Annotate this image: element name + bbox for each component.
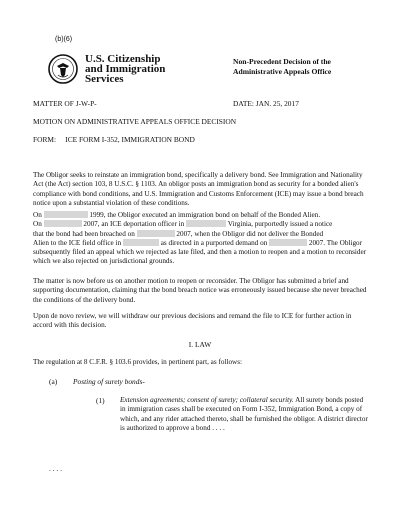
decision-type [233, 57, 331, 77]
text-fragment: Obligor subsequently filed an appeal which we rejected as late filed, and then a motion to reopen and a motion to reconsider which we also rejected on jurisdictional grounds. [33, 238, 367, 266]
text-fragment: as directed in a purported demand on [160, 238, 268, 247]
redaction-box [44, 220, 82, 227]
ellipsis: . . . . [49, 464, 62, 473]
decision-date: DATE: JAN. 25, 2017 [233, 99, 299, 108]
agency-line-1: U.S. Citizenship [85, 53, 161, 65]
item-1-marker: (1) [96, 396, 105, 405]
agency-name [85, 54, 165, 84]
matter-title: MATTER OF J-W-P- [33, 99, 97, 108]
redaction-box [123, 239, 159, 246]
item-1-body: All surety bonds posted in immigration cases shall be executed on Form I-352, Immigration Bond, a copy of which, and any rider attached thereto, shall be furnished the obligor. A district director is authorized to approve a bond . . . . [120, 396, 368, 432]
item-a-title: Posting of surety bonds- [73, 377, 145, 386]
redaction-box [186, 220, 226, 227]
section-heading: I. LAW [188, 340, 212, 349]
redaction-box [44, 211, 88, 218]
text-fragment: On [33, 220, 42, 229]
paragraph-intro: The Obligor seeks to reinstate an immigration bond, specifically a delivery bond. See Immigration and Nationality Act (the Act) section 103, 8 U.S.C. § 1103. An obligor posts an immigration bond as security for a bonded alien's compliance with bond conditions, and U.S. Immigration and Customs Enforcement (ICE) may issue a bond breach notice upon a substantial violation of these conditions. [33, 171, 364, 207]
text-fragment: 1999, the Obligor executed an immigration bond on behalf of the Bonded Alien. [89, 211, 321, 219]
decision-line-2: Administrative Appeals Office [233, 67, 332, 76]
redaction-box [269, 239, 307, 246]
item-a-marker: (a) [49, 377, 58, 386]
redaction-code: (b)(6) [55, 36, 73, 43]
text-fragment: 2007, an ICE deportation officer in [83, 220, 185, 229]
text-fragment: that the bond had been breached on [33, 229, 135, 238]
motion-title: MOTION ON ADMINISTRATIVE APPEALS OFFICE DECISION [33, 117, 237, 126]
paragraph-review: Upon de novo review, we will withdraw our previous decisions and remand the file to ICE for further action in accord with this decision. [33, 312, 352, 330]
paragraph-background [33, 211, 372, 267]
decision-line-1: Non-Precedent Decision of the [233, 57, 331, 66]
form-title: FORM: ICE FORM I-352, IMMIGRATION BOND [33, 135, 195, 144]
text-fragment: Virginia, purportedly issued a notice [227, 220, 333, 229]
text-fragment: On [33, 211, 42, 219]
agency-line-3: Services [85, 73, 124, 85]
agency-line-2: and Immigration [85, 63, 166, 75]
item-1-title: Extension agreements; consent of surety; collateral security. [120, 396, 294, 404]
redaction-box [137, 230, 175, 237]
dhs-seal-icon [48, 54, 78, 84]
text-fragment: Alien to the ICE field office in [33, 238, 122, 247]
item-1-text [120, 396, 370, 433]
paragraph-motion: The matter is now before us on another motion to reopen or reconsider. The Obligor has submitted a brief and supporting documentation, claiming that the bond breach notice was erroneously issued because she never breached the conditions of the delivery bond. [33, 277, 367, 304]
text-fragment: 2007, when the Obligor did not deliver the Bonded [176, 229, 324, 238]
paragraph-regulation: The regulation at 8 C.F.R. § 103.6 provides, in pertinent part, as follows: [33, 358, 243, 366]
text-fragment: 2007. The [308, 238, 338, 247]
